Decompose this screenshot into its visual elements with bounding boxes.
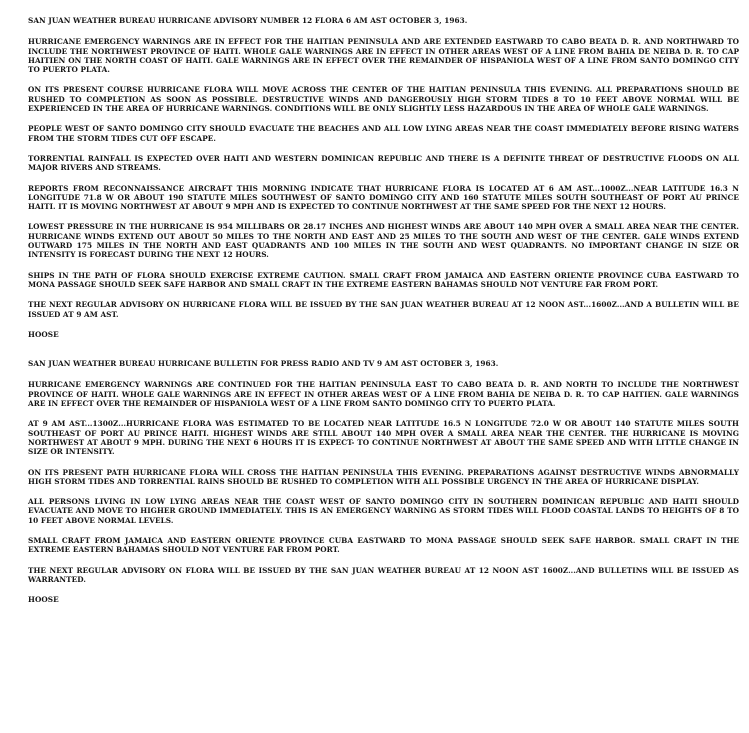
advisory-paragraph: ON ITS PRESENT COURSE HURRICANE FLORA WILL MOVE ACROSS THE CENTER OF THE HAITIAN PENINSULA THIS EVENING. ALL PREPARATIONS SHOULD BE RUSHED TO COMPLETION AS SOON AS POSSIBLE. DESTRUCTIVE WINDS AND DANGEROUSLY HIGH STORM TIDES 8 TO 10 FEET ABOVE NORMAL WILL BE EXPERIENCED IN THE AREA OF HURRICANE WARNINGS. CONDITIONS WILL BE ONLY SLIGHTLY LESS HAZARDOUS IN THE AREA OF WHOLE GALE WARNINGS. bbox=[28, 85, 739, 114]
advisory-paragraph: TORRENTIAL RAINFALL IS EXPECTED OVER HAITI AND WESTERN DOMINICAN REPUBLIC AND THERE IS A DEFINITE THREAT OF DESTRUCTIVE FLOODS ON ALL MAJOR RIVERS AND STREAMS. bbox=[28, 153, 739, 173]
advisory-paragraph: LOWEST PRESSURE IN THE HURRICANE IS 954 MILLIBARS OR 28.17 INCHES AND HIGHEST WINDS ARE ABOUT 140 MPH OVER A SMALL AREA NEAR THE CENTER. HURRICANE WINDS EXTEND OUT ABOUT 50 MILES TO THE NORTH AND EAST AND 25 MILES TO THE SOUTH AND WEST OF THE CENTER. GALE WINDS EXTEND OUTWARD 175 MILES IN THE NORTH AND EAST QUADRANTS AND 100 MILES IN THE SOUTH AND WEST QUADRANTS. NO IMPORTANT CHANGE IN SIZE OR INTENSITY IS FORECAST DURING THE NEXT 12 HOURS. bbox=[28, 222, 739, 260]
advisory-paragraph: PEOPLE WEST OF SANTO DOMINGO CITY SHOULD EVACUATE THE BEACHES AND ALL LOW LYING AREAS NEAR THE COAST IMMEDIATELY BEFORE RISING WATERS FROM THE STORM TIDES CUT OFF ESCAPE. bbox=[28, 124, 739, 143]
bulletin-paragraph: AT 9 AM AST...1300Z...HURRICANE FLORA WAS ESTIMATED TO BE LOCATED NEAR LATITUDE 16.5 N LONGITUDE 72.0 W OR ABOUT 140 STATUTE MILES SOUTH SOUTHEAST OF PORT AU PRINCE HAITI. HIGHEST WINDS ARE STILL ABOUT 140 MPH OVER A SMALL AREA NEAR THE CENTER. THE HURRICANE IS MOVING NORTHWEST AT ABOUT 9 MPH. DURING THE NEXT 6 HOURS IT IS EXPECT- TO CONTINUE NORTHWEST AT ABOUT THE SAME SPEED AND WITH LITTLE CHANGE IN SIZE OR INTENSITY. bbox=[28, 419, 739, 457]
advisory-paragraph: THE NEXT REGULAR ADVISORY ON HURRICANE FLORA WILL BE ISSUED BY THE SAN JUAN WEATHER BUREAU AT 12 NOON AST...1600Z...AND A BULLETIN WILL BE ISSUED AT 9 AM AST. bbox=[28, 300, 739, 319]
advisory-paragraph: SHIPS IN THE PATH OF FLORA SHOULD EXERCISE EXTREME CAUTION. SMALL CRAFT FROM JAMAICA AND EASTERN ORIENTE PROVINCE CUBA EASTWARD TO MONA PASSAGE SHOULD SEEK SAFE HARBOR AND SMALL CRAFT IN THE EXTREME EASTERN BAHAMAS SHOULD NOT VENTURE FAR FROM PORT. bbox=[28, 270, 739, 289]
bulletin-paragraph: ON ITS PRESENT PATH HURRICANE FLORA WILL CROSS THE HAITIAN PENINSULA THIS EVENING. PREPARATIONS AGAINST DESTRUCTIVE WINDS ABNORMALLY HIGH STORM TIDES AND TORRENTIAL RAINS SHOULD BE RUSHED TO COMPLETION WITH ALL POSSIBLE URGENCY IN THE AREA OF HURRICANE DISPLAY. bbox=[28, 467, 739, 486]
bulletin-paragraph: SMALL CRAFT FROM JAMAICA AND EASTERN ORIENTE PROVINCE CUBA EASTWARD TO MONA PASSAGE SHOULD SEEK SAFE HARBOR. SMALL CRAFT IN THE EXTREME EASTERN BAHAMAS SHOULD NOT VENTURE FAR FROM PORT. bbox=[28, 535, 739, 555]
advisory-paragraph: REPORTS FROM RECONNAISSANCE AIRCRAFT THIS MORNING INDICATE THAT HURRICANE FLORA IS LOCATED AT 6 AM AST...1000Z...NEAR LATITUDE 16.3 N LONGITUDE 71.8 W OR ABOUT 190 STATUTE MILES SOUTHWEST OF SANTO DOMINGO CITY AND 160 STATUTE MILES SOUTH SOUTHEAST OF PORT AU PRINCE HAITI. IT IS MOVING NORTHWEST AT ABOUT 9 MPH AND IS EXPECTED TO CONTINUE NORTHWEST AT THE SAME SPEED FOR THE NEXT 12 HOURS. bbox=[28, 183, 739, 212]
bulletin-paragraph: THE NEXT REGULAR ADVISORY ON FLORA WILL BE ISSUED BY THE SAN JUAN WEATHER BUREAU AT 12 NOON AST 1600Z...AND BULLETINS WILL BE ISSUED AS WARRANTED. bbox=[28, 565, 739, 584]
hurricane-bulletin bbox=[28, 359, 739, 604]
advisory-title: SAN JUAN WEATHER BUREAU HURRICANE ADVISORY NUMBER 12 FLORA 6 AM AST OCTOBER 3, 1963. bbox=[28, 16, 468, 25]
bulletin-paragraph: ALL PERSONS LIVING IN LOW LYING AREAS NEAR THE COAST WEST OF SANTO DOMINGO CITY IN SOUTHERN DOMINICAN REPUBLIC AND HAITI SHOULD EVACUATE AND MOVE TO HIGHER GROUND IMMEDIATELY. THIS IS AN EMERGENCY WARNING AS STORM TIDES WILL FLOOD COASTAL LANDS TO HEIGHTS OF 8 TO 10 FEET ABOVE NORMAL LEVELS. bbox=[28, 497, 739, 525]
advisory-signature: HOOSE bbox=[28, 329, 59, 339]
bulletin-paragraph: HURRICANE EMERGENCY WARNINGS ARE CONTINUED FOR THE HAITIAN PENINSULA EAST TO CABO BEATA D. R. AND NORTH TO INCLUDE THE NORTHWEST PROVINCE OF HAITI. WHOLE GALE WARNINGS ARE IN EFFECT IN OTHER AREAS WEST OF A LINE FROM BAHIA DE NEIBA D. R. TO CAP HAITIEN. GALE WARNINGS ARE IN EFFECT OVER THE REMAINDER OF HISPANIOLA WEST OF A LINE FROM SANTO DOMINGO CITY TO PUERTO PLATA. bbox=[28, 380, 739, 409]
section-spacer bbox=[28, 339, 739, 359]
bulletin-title: SAN JUAN WEATHER BUREAU HURRICANE BULLETIN FOR PRESS RADIO AND TV 9 AM AST OCTOBER 3, 1963. bbox=[28, 359, 499, 369]
hurricane-advisory bbox=[28, 16, 739, 339]
bulletin-signature: HOOSE bbox=[28, 595, 59, 605]
advisory-paragraph: HURRICANE EMERGENCY WARNINGS ARE IN EFFECT FOR THE HAITIAN PENINSULA AND ARE EXTENDED EASTWARD TO CABO BEATA D. R. AND NORTHWARD TO INCLUDE THE NORTHWEST PROVINCE OF HAITI. WHOLE GALE WARNINGS ARE IN EFFECT IN OTHER AREAS WEST OF A LINE FROM BAHIA DE NEIBA D. R. TO CAP HAITIEN ON THE NORTH COAST OF HAITI. GALE WARNINGS ARE IN EFFECT OVER THE REMAINDER OF HISPANIOLA WEST OF A LINE FROM SANTO DOMINGO CITY TO PUERTO PLATA. bbox=[28, 37, 739, 75]
